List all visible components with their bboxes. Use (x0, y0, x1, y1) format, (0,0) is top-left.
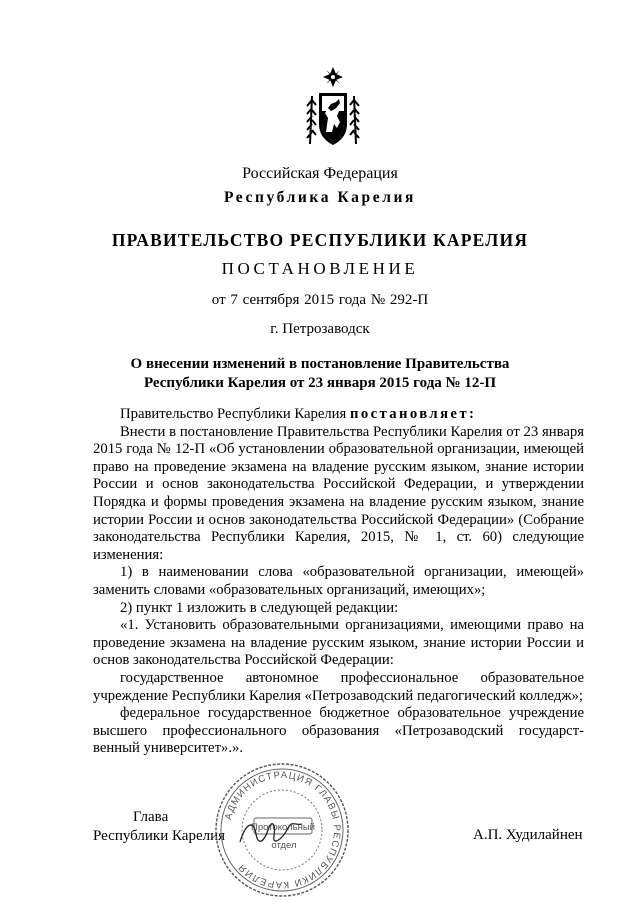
body-paragraph: государственное автономное профессиональное образовательное учреждение Республики Карелия «Петрозаводский педагогический колледж»; (93, 669, 584, 704)
document-title (0, 355, 640, 393)
body-paragraph: федеральное государственное бюджетное образовательное учреждение высшего профессионального образования «Петрозаводский государст-венный университет».». (93, 705, 584, 757)
decree-date-number: от 7 сентября 2015 года № 292-П (211, 292, 429, 308)
coat-of-arms-emblem (306, 66, 360, 148)
document-title-line: Республики Карелия от 23 января 2015 года № 12-П (143, 375, 497, 391)
signatory-title-line: Республики Карелия (93, 828, 226, 844)
document-title-line: О внесении изменений в постановление Правительства (130, 356, 510, 372)
stamp-ring-text: АДМИНИСТРАЦИЯ ГЛАВЫ РЕСПУБЛИКИ КАРЕЛИЯ (223, 769, 343, 891)
body-paragraph: «1. Установить образовательными организациями, имеющими право на проведение экзамена на владение русским языком, знание истории России и основ законодательства Российской Федерации: (93, 617, 584, 669)
body-paragraph: 1) в наименовании слова «образовательной организации, имеющей» заменить словами «образовательных организаций, имеющих»; (93, 564, 584, 598)
document-type: ПОСТАНОВЛЕНИЕ (221, 259, 419, 278)
handwritten-signature (236, 812, 306, 852)
signatory-name: А.П. Худилайнен (473, 827, 583, 843)
country-name: Российская Федерация (242, 165, 398, 182)
republic-name: Республика Карелия (223, 189, 417, 206)
city-name: г. Петрозаводск (270, 321, 370, 337)
body-paragraph: 2) пункт 1 изложить в следующей редакции: (120, 599, 399, 616)
government-title: ПРАВИТЕЛЬСТВО РЕСПУБЛИКИ КАРЕЛИЯ (111, 230, 529, 250)
intro-text: Правительство Республики Карелия (120, 406, 350, 422)
signatory-title-line: Глава (133, 809, 169, 825)
signatory-title (93, 808, 225, 846)
intro-emphasis: постановляет: (349, 406, 477, 422)
body-paragraph: Внести в постановление Правительства Республики Карелия от 23 января 2015 года № 12-П «Об установлении образовательной организации, имеющей право на проведение экзамена на владение русским языком, знание истории России и основ законодательства Российской Федерации, и утверждении Порядка и формы проведения экзамена на владение русским языком, знание истории России и основ законодательства Российской Федерации» (Собрание законодательства Республики Карелия, 2015, № 1, ст. 60) следующие изменения: (93, 423, 584, 563)
body-paragraph-intro (93, 406, 584, 424)
document-body (93, 406, 584, 758)
stamp-center-line: Протокольный (251, 822, 315, 833)
stamp-center-line: отдел (271, 840, 297, 851)
